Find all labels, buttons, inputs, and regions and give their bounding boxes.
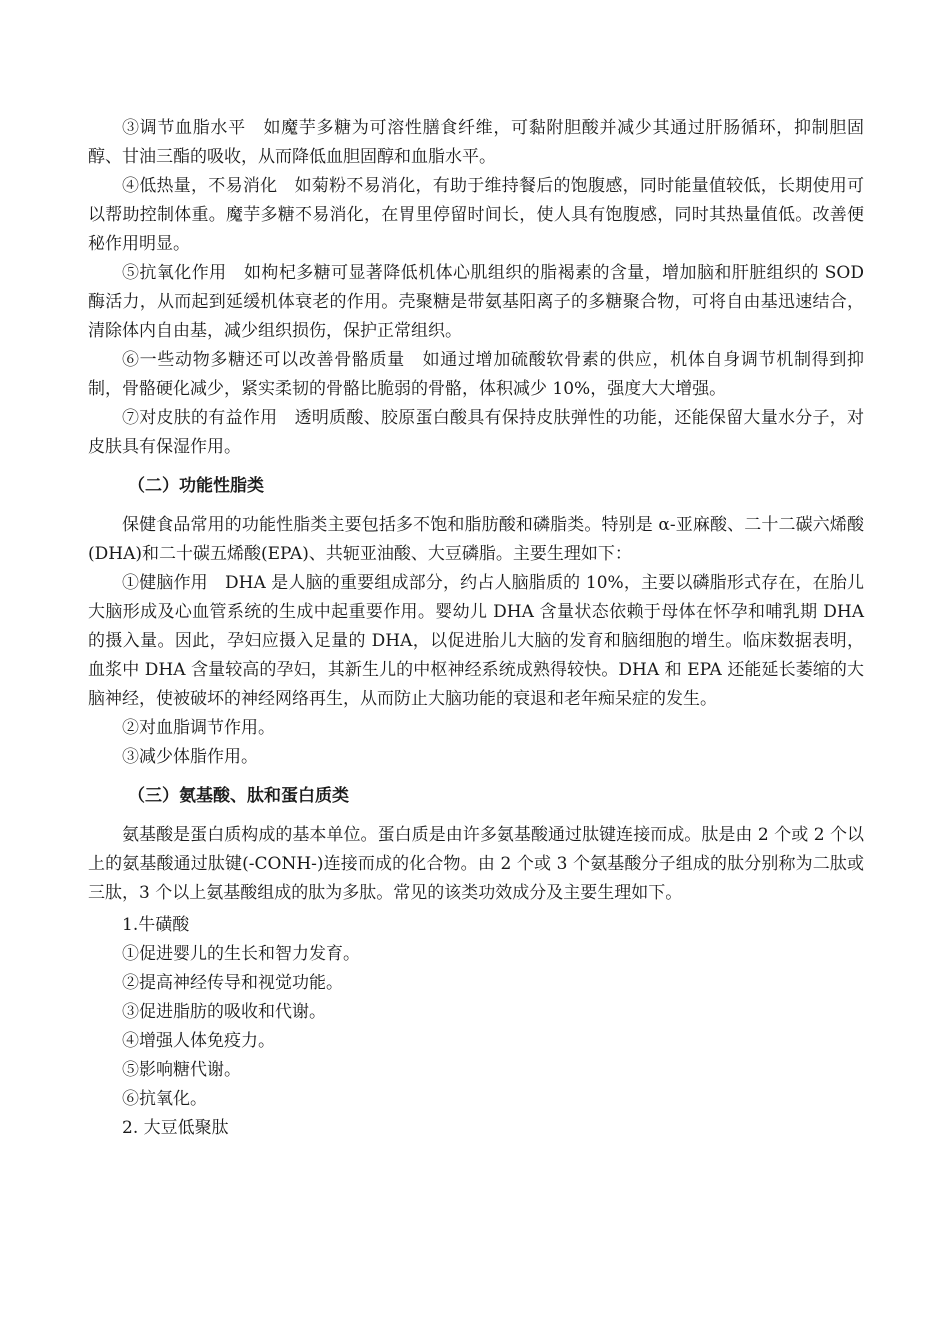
list-item: ④增强人体免疫力。 bbox=[122, 1031, 275, 1051]
paragraph-low-calorie: ④低热量，不易消化 如菊粉不易消化，有助于维持餐后的饱腹感，同时能量值较低，长期使用可以帮助控制体重。魔芋多糖不易消化，在胃里停留时间长，使人具有饱腹感，同时其热量值低。改善便秘作用明显。 bbox=[88, 176, 864, 254]
paragraph-body-fat: ③减少体脂作用。 bbox=[122, 747, 258, 767]
list-item: ①促进婴儿的生长和智力发育。 bbox=[122, 944, 360, 964]
paragraph-brain-health: ①健脑作用 DHA 是人脑的重要组成部分，约占人脑脂质的 10%，主要以磷脂形式存在，在胎儿大脑形成及心血管系统的生成中起重要作用。婴幼儿 DHA 含量状态依赖于母体在怀孕和哺乳期 DHA 的摄入量。因此，孕妇应摄入足量的 DHA，以促进胎儿大脑的发育和脑细胞的增生。临床数据表明，血浆中 DHA 含量较高的孕妇，其新生儿的中枢神经系统成熟得较快。DHA 和 EPA 还能延长萎缩的大脑神经，使被破坏的神经网络再生，从而防止大脑功能的衰退和老年痴呆症的发生。 bbox=[88, 573, 864, 709]
paragraph-bone-quality: ⑥一些动物多糖还可以改善骨骼质量 如通过增加硫酸软骨素的供应，机体自身调节机制得到抑制，骨骼硬化减少，紧实柔韧的骨骼比脆弱的骨骼，体积减少 10%，强度大大增强。 bbox=[88, 350, 864, 399]
list-item: ③促进脂肪的吸收和代谢。 bbox=[122, 1002, 326, 1022]
list-item: ⑥抗氧化。 bbox=[122, 1089, 207, 1109]
paragraph-skin-benefit: ⑦对皮肤的有益作用 透明质酸、胶原蛋白酸具有保持皮肤弹性的功能，还能保留大量水分子，对皮肤具有保湿作用。 bbox=[88, 408, 864, 457]
list-item-soy-peptide-title: 2. 大豆低聚肽 bbox=[122, 1118, 229, 1138]
section-heading-functional-lipids: （二）功能性脂类 bbox=[128, 476, 264, 496]
paragraph-lipids-intro: 保健食品常用的功能性脂类主要包括多不饱和脂肪酸和磷脂类。特别是 α-亚麻酸、二十二碳六烯酸(DHA)和二十碳五烯酸(EPA)、共轭亚油酸、大豆磷脂。主要生理如下： bbox=[88, 515, 864, 564]
section-heading-amino-acids: （三）氨基酸、肽和蛋白质类 bbox=[128, 786, 349, 806]
paragraph-antioxidant: ⑤抗氧化作用 如枸杞多糖可显著降低机体心肌组织的脂褐素的含量，增加脑和肝脏组织的 SOD 酶活力，从而起到延缓机体衰老的作用。壳聚糖是带氨基阳离子的多糖聚合物，可将自由基迅速结合，清除体内自由基，减少组织损伤，保护正常组织。 bbox=[88, 263, 864, 341]
paragraph-blood-lipid: ②对血脂调节作用。 bbox=[122, 718, 275, 738]
paragraph-amino-intro: 氨基酸是蛋白质构成的基本单位。蛋白质是由许多氨基酸通过肽键连接而成。肽是由 2 个或 2 个以上的氨基酸通过肽键(-CONH-)连接而成的化合物。由 2 个或 3 个氨基酸分子组成的肽分别称为二肽或三肽，3 个以上氨基酸组成的肽为多肽。常见的该类功效成分及主要生理如下。 bbox=[88, 825, 864, 903]
list-item: ⑤影响糖代谢。 bbox=[122, 1060, 241, 1080]
list-item: ②提高神经传导和视觉功能。 bbox=[122, 973, 343, 993]
paragraph-lipid-regulation: ③调节血脂水平 如魔芋多糖为可溶性膳食纤维，可黏附胆酸并减少其通过肝肠循环，抑制胆固醇、甘油三酯的吸收，从而降低血胆固醇和血脂水平。 bbox=[88, 118, 864, 167]
list-item-taurine-title: 1.牛磺酸 bbox=[122, 915, 190, 935]
